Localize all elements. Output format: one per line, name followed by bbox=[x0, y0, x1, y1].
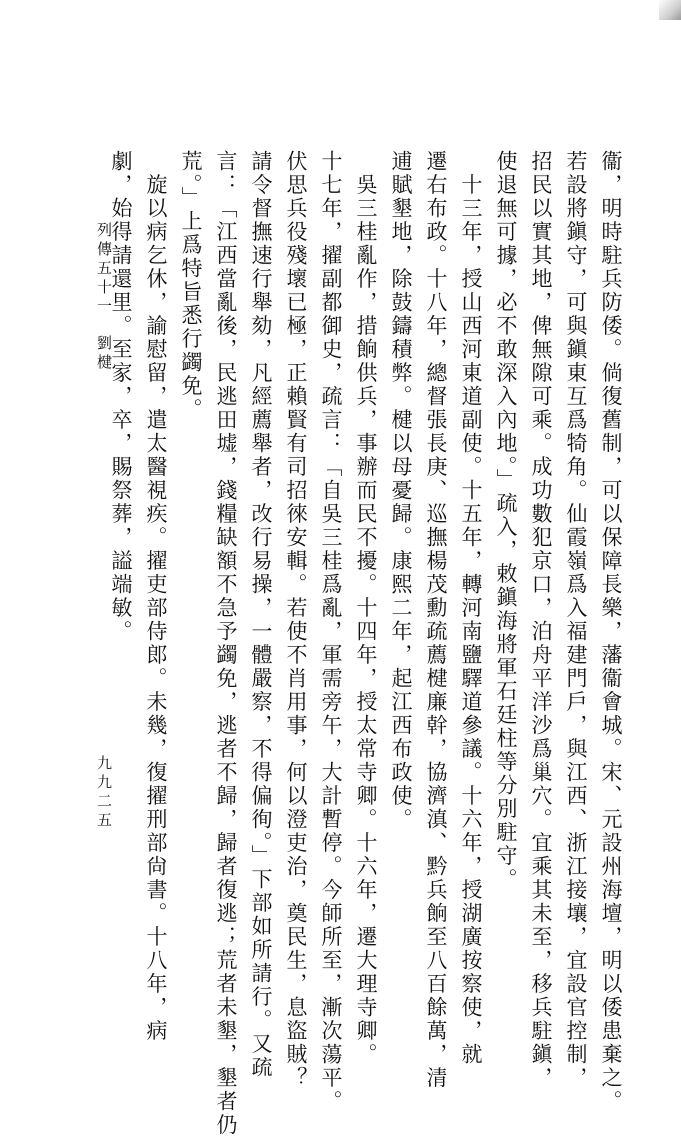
page-number: 九九二五 bbox=[95, 755, 113, 831]
text-column-8: 吳三桂亂作，措餉供兵，事辦而民不擾。十四年，授太常寺卿。十六年，遷大理寺卿。 bbox=[354, 150, 378, 1067]
text-column-12: 言：「江西當亂後，民逃田墟，錢糧缺額不急予蠲免，逃者不歸，歸者復逃；荒者未墾，墾者仍 bbox=[214, 150, 238, 1137]
text-column-9: 十七年，擢副都御史，疏言：「自吳三桂爲亂，軍需旁午，大計暫停。今師所至，漸次蕩平。 bbox=[319, 150, 343, 1114]
text-column-5: 十三年，授山西河東道副使。十五年，轉河南鹽驛道參議。十六年，授湖廣按察使，就 bbox=[459, 150, 483, 1067]
page-corner-shadow bbox=[659, 0, 681, 20]
text-column-14: 旋以病乞休，諭慰留，遣太醫視疾。擢吏部侍郎。未幾，復擢刑部尙書。十八年，病 bbox=[144, 150, 168, 1043]
text-column-1: 衞，明時駐兵防倭。倘復舊制，可以保障長樂，藩衞會城。宋、元設州海壇，明以倭患棄之。 bbox=[599, 150, 623, 1114]
text-column-2: 若設將鎭守，可與鎭東互爲犄角。仙霞嶺爲入福建門戶，與江西、浙江接壤，宜設官控制， bbox=[564, 150, 588, 1090]
text-column-13: 荒。」上爲特旨悉行蠲免。 bbox=[179, 150, 203, 422]
text-column-3: 招民以實其地，俾無隙可乘。成功數犯京口，泊舟平洋沙爲巢穴。宜乘其未至，移兵駐鎭， bbox=[529, 150, 553, 1090]
text-column-7: 逋賦墾地，除鼓鑄積弊。楗以母憂歸。康熙二年，起江西布政使。 bbox=[389, 150, 413, 832]
biography-name: 劉楗 bbox=[95, 335, 113, 373]
text-column-15: 劇，始得請還里。至家，卒，賜祭葬，謚端敏。 bbox=[109, 150, 133, 644]
text-column-10: 伏思兵役殘壞已極，正賴賢有司招徠安輯。若使不肖用事，何以澄吏治，奠民生，息盜賊？ bbox=[284, 150, 308, 1090]
text-column-4: 使退無可據，必不敢深入內地。」疏入，敕鎭海將軍石廷柱等分別駐守。 bbox=[494, 150, 518, 892]
text-column-11: 請令督撫速行舉劾，凡經薦舉者，改行易操，一體嚴察，不得偏徇。」下部如所請行。又疏 bbox=[249, 150, 273, 1080]
chapter-heading: 列傳五十一 bbox=[95, 222, 113, 317]
text-column-6: 遷右布政。十八年，總督張長庚、巡撫楊茂勳疏薦楗廉幹，協濟滇、黔兵餉至八百餘萬，清 bbox=[424, 150, 448, 1090]
